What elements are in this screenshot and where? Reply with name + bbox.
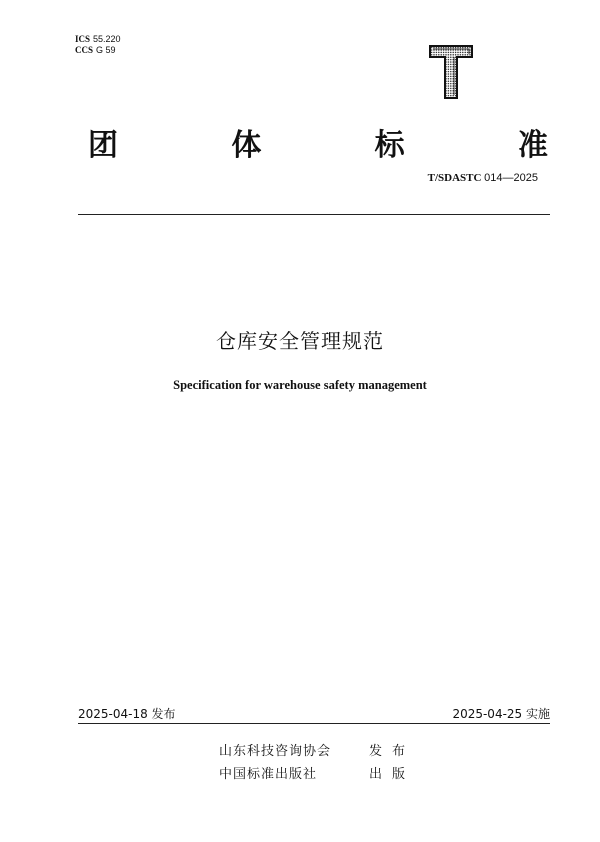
standard-type-heading xyxy=(88,122,548,162)
ccs-value: G 59 xyxy=(96,45,116,55)
group-standard-t-logo xyxy=(428,44,474,100)
ics-label: ICS xyxy=(75,34,91,44)
standard-code-prefix: T/SDASTC xyxy=(427,172,482,184)
publisher-name: 山东科技咨询协会 xyxy=(219,744,332,759)
publisher-row xyxy=(219,740,415,759)
publisher-name: 中国标准出版社 xyxy=(219,767,318,782)
ics-value: 55.220 xyxy=(93,34,121,44)
standard-type-char: 准 xyxy=(517,128,548,163)
publisher-action: 发布 xyxy=(369,744,416,759)
standard-code xyxy=(428,172,538,184)
standard-code-number: 014—2025 xyxy=(484,172,538,184)
ccs-label: CCS xyxy=(75,45,94,55)
standard-type-char: 标 xyxy=(374,128,405,163)
implementation-date: 2025-04-25 实施 xyxy=(452,707,550,721)
standard-type-char: 体 xyxy=(231,128,262,163)
classification-block xyxy=(75,34,121,56)
top-divider xyxy=(78,214,550,215)
ccs-line xyxy=(75,45,121,56)
ics-line xyxy=(75,34,121,45)
bottom-divider xyxy=(78,723,550,724)
issue-date: 2025-04-18 发布 xyxy=(78,707,176,721)
publisher-action: 出版 xyxy=(369,767,416,782)
standard-type-char: 团 xyxy=(88,128,118,163)
document-title-en: Specification for warehouse safety management xyxy=(173,378,427,392)
publisher-row xyxy=(219,763,415,782)
document-title-cn: 仓库安全管理规范 xyxy=(216,329,384,353)
